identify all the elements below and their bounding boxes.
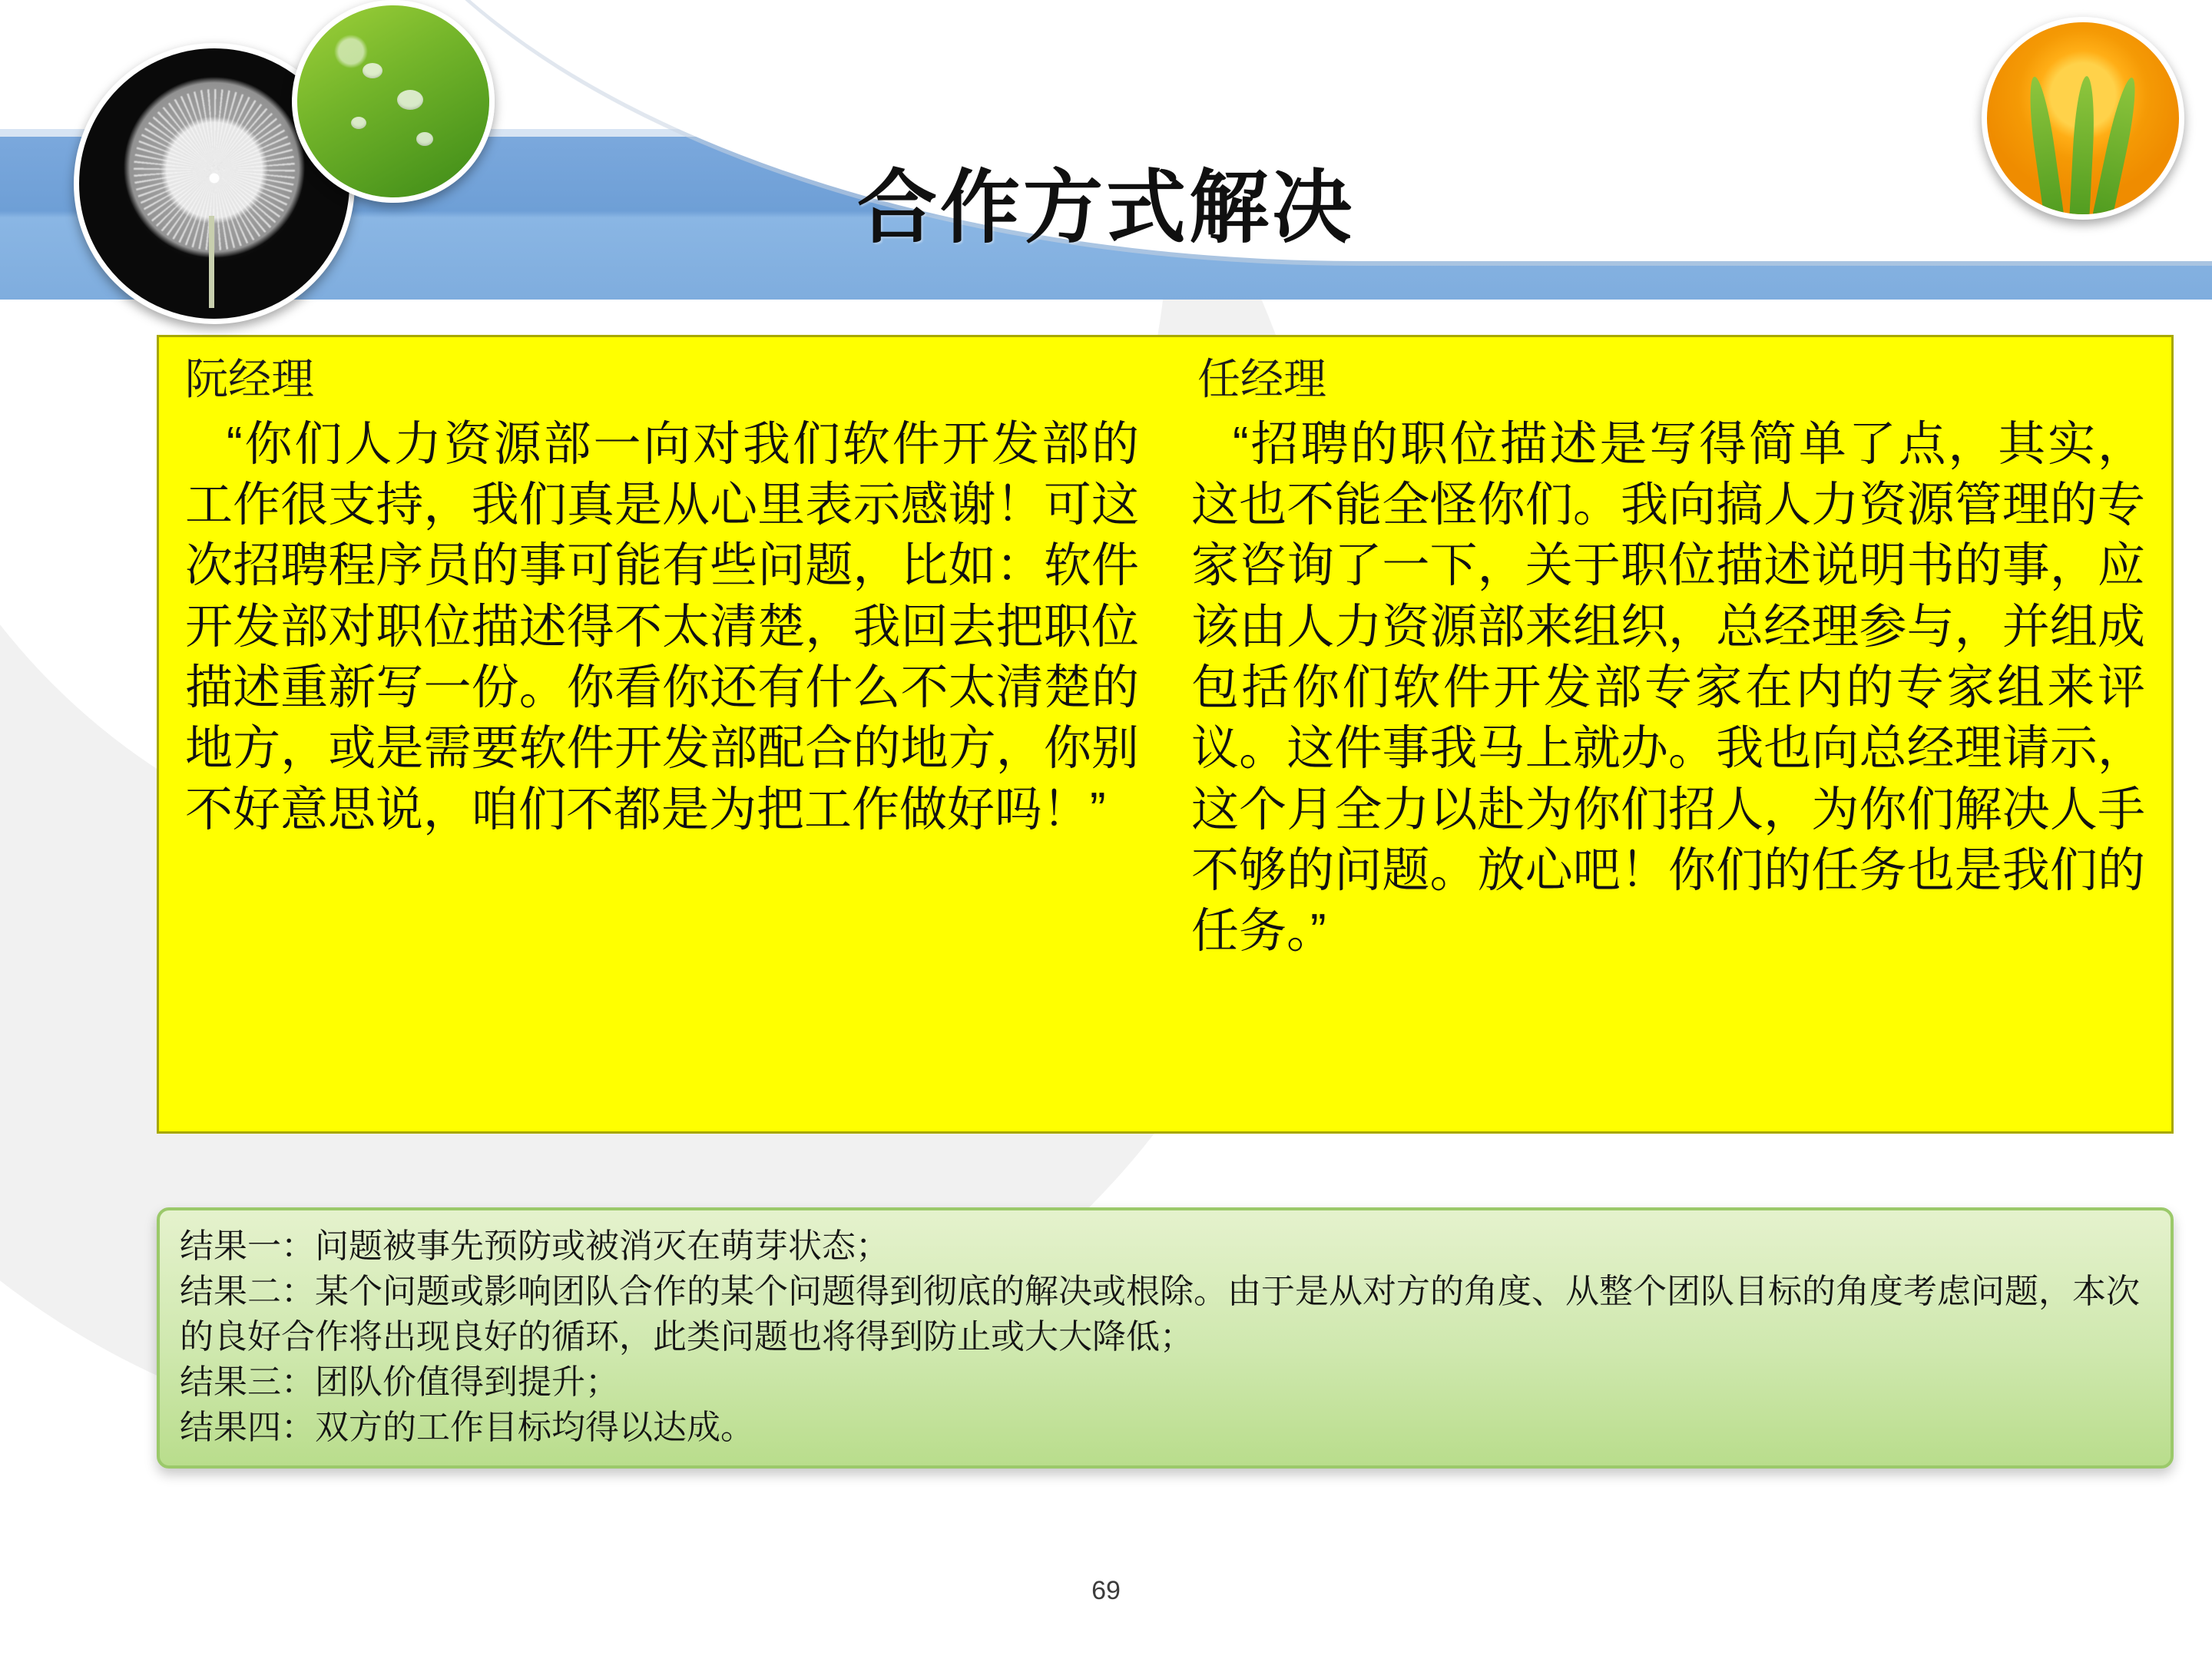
water-drop-icon (351, 117, 366, 129)
leaf-blade-shape (2092, 75, 2142, 220)
quote-body-text: “你们人力资源部一向对我们软件开发部的工作很支持，我们真是从心里表示感谢！可这次招聘程序员的事可能有些问题，比如：软件开发部对职位描述得不太清楚，我回去把职位描述重新写一份。你看你还有什么不太清楚的地方，或是需要软件开发部配合的地方，你别不好意思说，咱们不都是为把工作做好吗！” (185, 417, 1139, 836)
quote-column-right (1165, 337, 2171, 1131)
leaf-blade-shape (2069, 75, 2097, 220)
results-panel (157, 1207, 2174, 1469)
dandelion-stem-shape (209, 216, 214, 308)
quote-panel (157, 335, 2174, 1134)
dandelion-puff-shape (134, 89, 295, 250)
quote-column-left (159, 337, 1165, 1131)
result-line: 结果四：双方的工作目标均得以达成。 (180, 1408, 754, 1446)
quote-speaker-name: 阮经理 (185, 355, 314, 403)
water-drop-icon (397, 90, 423, 110)
result-line: 结果三：团队价值得到提升； (180, 1363, 619, 1401)
result-line: 结果二：某个问题或影响团队合作的某个问题得到彻底的解决或根除。由于是从对方的角度、从整个团队目标的角度考虑问题，本次的良好合作将出现良好的循环，此类问题也将得到防止或大大降低； (180, 1272, 2140, 1356)
quote-speaker-name: 任经理 (1197, 355, 1326, 403)
leaf-blade-shape (2025, 75, 2065, 220)
water-drop-icon (416, 132, 433, 146)
page-title: 合作方式解决 (856, 164, 1355, 253)
water-drop-icon (363, 63, 382, 78)
result-line: 结果一：问题被事先预防或被消灭在萌芽状态； (180, 1227, 889, 1265)
green-leaf-photo-icon (292, 0, 495, 203)
tulip-photo-icon (1982, 17, 2184, 220)
quote-body-text: “招聘的职位描述是写得简单了点，其实，这也不能全怪你们。我向搞人力资源管理的专家咨询了一下，关于职位描述说明书的事，应该由人力资源部来组织，总经理参与，并组成包括你们软件开发部专家在内的专家组来评议。这件事我马上就办。我也向总经理请示，这个月全力以赴为你们招人，为你们解决人手不够的问题。放心吧！你们的任务也是我们的任务。” (1191, 417, 2145, 959)
page-number: 69 (1091, 1576, 1121, 1605)
